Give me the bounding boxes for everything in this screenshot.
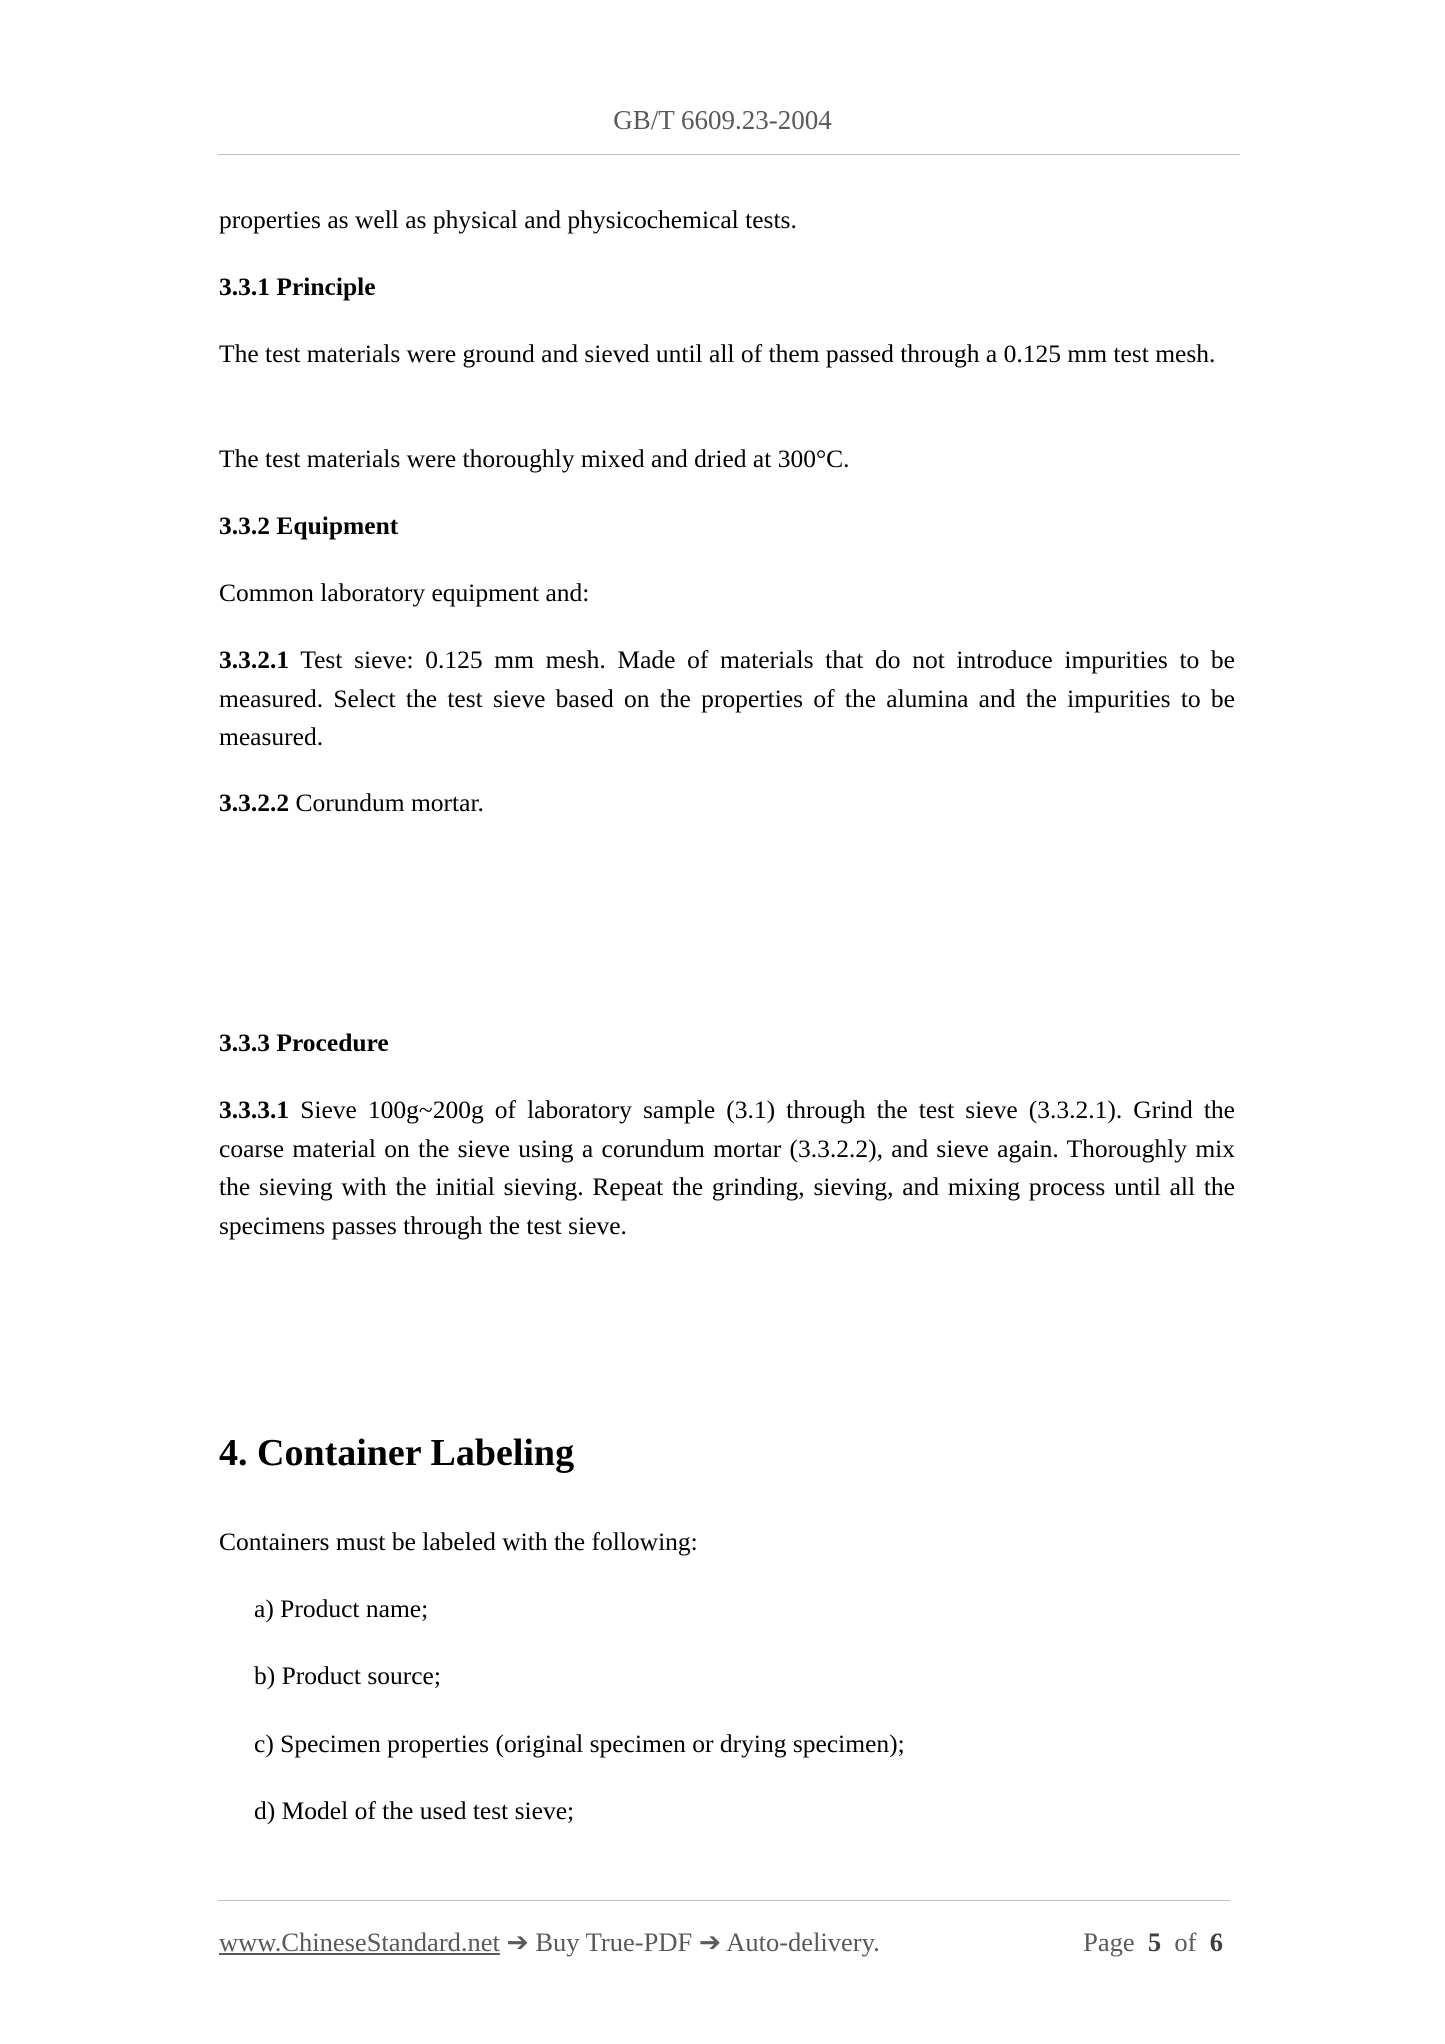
principle-paragraph-2: The test materials were thoroughly mixed and dried at 300°C. — [219, 444, 850, 473]
heading-principle — [219, 268, 1235, 307]
section-title-container-labeling: 4. Container Labeling — [219, 1432, 575, 1474]
buy-true-pdf-text: Buy True-PDF — [535, 1927, 693, 1957]
clause-number: 3.3.2.1 — [219, 645, 290, 674]
heading-equipment-text: 3.3.2 Equipment — [219, 511, 399, 540]
equipment-item-test-sieve — [219, 641, 1235, 757]
page-total: 6 — [1209, 1927, 1223, 1957]
clause-text: Corundum mortar. — [289, 788, 484, 817]
intro-paragraph: properties as well as physical and physicochemical tests. — [219, 205, 797, 234]
clause-number: 3.3.3.1 — [219, 1095, 290, 1124]
document-id-header: GB/T 6609.23-2004 — [613, 105, 832, 135]
auto-delivery-text: Auto-delivery. — [726, 1927, 880, 1957]
clause-number: 3.3.2.2 — [219, 788, 290, 817]
principle-paragraph-1: The test materials were ground and sieved until all of them passed through a 0.125 mm test mesh. — [219, 339, 1216, 368]
website-link[interactable]: www.ChineseStandard.net — [219, 1927, 500, 1957]
labeling-intro: Containers must be labeled with the following: — [219, 1527, 698, 1556]
list-item: b) Product source; — [254, 1661, 441, 1690]
page-label: Page — [1083, 1927, 1135, 1957]
heading-equipment — [219, 507, 1235, 546]
heading-procedure — [219, 1024, 1235, 1063]
page-indicator — [1083, 1922, 1223, 1962]
list-item: c) Specimen properties (original specimen or drying specimen); — [254, 1729, 905, 1758]
of-label: of — [1174, 1927, 1197, 1957]
heading-principle-text: 3.3.1 Principle — [219, 272, 376, 301]
equipment-item-mortar — [219, 784, 1235, 823]
clause-text: Sieve 100g~200g of laboratory sample (3.1) through the test sieve (3.3.2.1). Grind the coarse material on the sieve using a corundum mortar (3.3.2.2), and sieve again. Thoroughly mix the sieving with the initial sieving. Repeat the grinding, sieving, and mixing process until all the specimens passes through the test sieve. — [219, 1095, 1235, 1240]
page-current: 5 — [1147, 1927, 1162, 1957]
list-item: d) Model of the used test sieve; — [254, 1796, 575, 1825]
heading-procedure-text: 3.3.3 Procedure — [219, 1028, 389, 1057]
header-divider — [218, 154, 1240, 155]
procedure-item-1 — [219, 1091, 1235, 1245]
clause-text: Test sieve: 0.125 mm mesh. Made of materials that do not introduce impurities to be measured. Select the test sieve based on the properties of the alumina and the impurities to be measured. — [219, 645, 1235, 751]
arrow-right-icon: ➔ — [698, 1927, 722, 1957]
equipment-paragraph: Common laboratory equipment and: — [219, 578, 590, 607]
list-item: a) Product name; — [254, 1594, 429, 1623]
arrow-right-icon: ➔ — [506, 1927, 529, 1957]
page-footer — [219, 1922, 1231, 1962]
footer-divider — [218, 1900, 1230, 1901]
